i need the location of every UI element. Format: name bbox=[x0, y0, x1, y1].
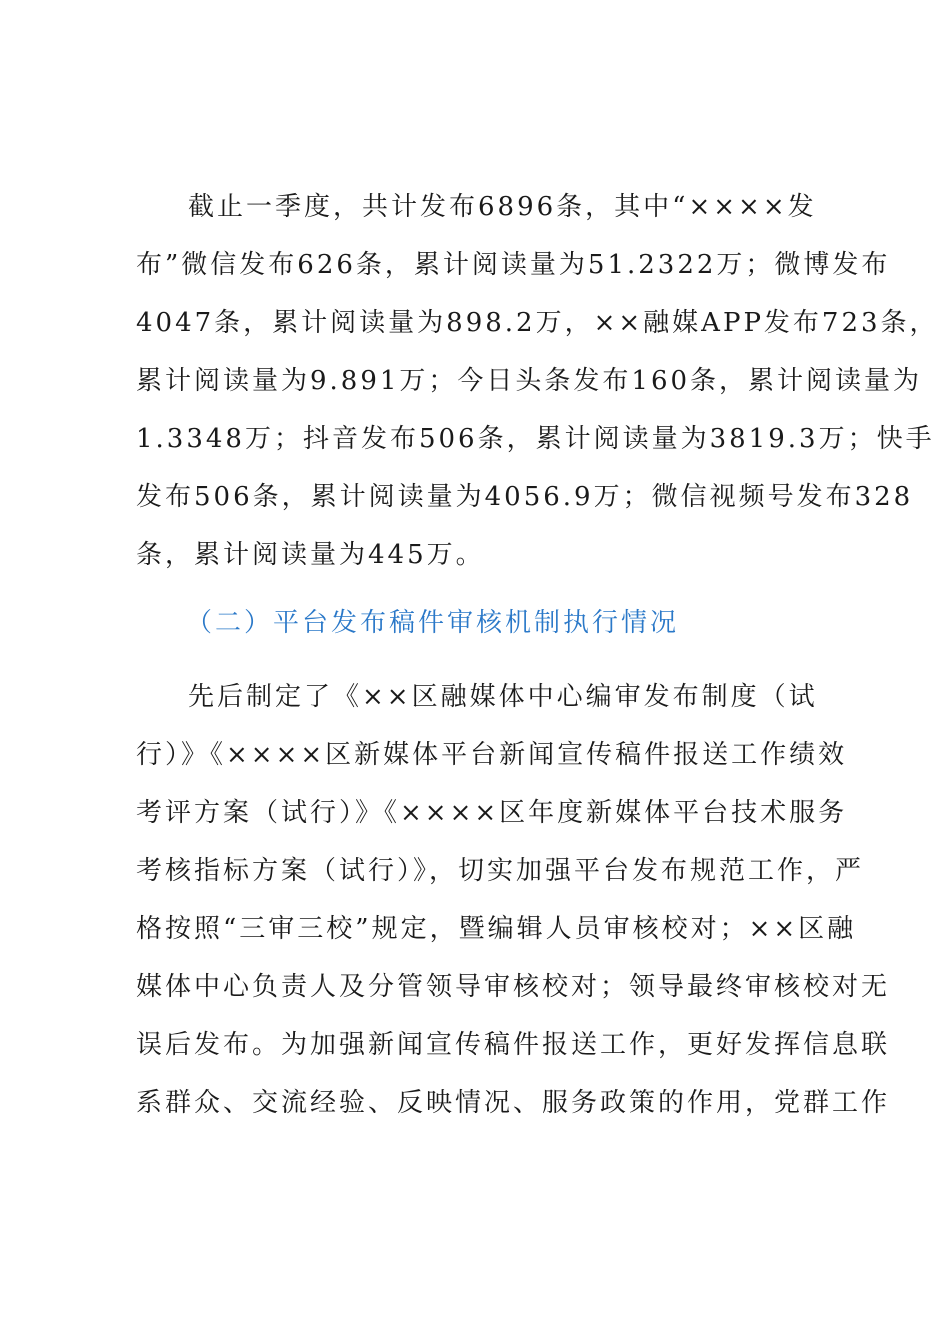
text-line: 布”微信发布626条，累计阅读量为51.2322万；微博发布 bbox=[136, 250, 891, 280]
text-line: 条，累计阅读量为445万。 bbox=[136, 540, 485, 570]
text-line: 系群众、交流经验、反映情况、服务政策的作用，党群工作 bbox=[136, 1088, 891, 1118]
text-line: 考核指标方案（试行）》，切实加强平台发布规范工作，严 bbox=[136, 856, 865, 886]
paragraph-publishing-stats bbox=[136, 178, 939, 584]
paragraph-review-mechanism bbox=[136, 668, 891, 1132]
section-heading: （二）平台发布稿件审核机制执行情况 bbox=[186, 608, 680, 638]
text-line: 先后制定了《××区融媒体中心编审发布制度（试 bbox=[188, 682, 818, 712]
text-line: 格按照“三审三校”规定，暨编辑人员审核校对；××区融 bbox=[136, 914, 857, 944]
text-line: 4047条，累计阅读量为898.2万，××融媒APP发布723条， bbox=[136, 308, 939, 338]
text-line: 1.3348万；抖音发布506条，累计阅读量为3819.3万；快手 bbox=[136, 424, 935, 454]
text-line: 媒体中心负责人及分管领导审核校对；领导最终审核校对无 bbox=[136, 972, 891, 1002]
text-line: 考评方案（试行）》《××××区年度新媒体平台技术服务 bbox=[136, 798, 848, 828]
text-line: 误后发布。为加强新闻宣传稿件报送工作，更好发挥信息联 bbox=[136, 1030, 891, 1060]
text-line: 截止一季度，共计发布6896条，其中“××××发 bbox=[188, 192, 817, 222]
text-line: 行）》《××××区新媒体平台新闻宣传稿件报送工作绩效 bbox=[136, 740, 848, 770]
text-line: 发布506条，累计阅读量为4056.9万；微信视频号发布328 bbox=[136, 482, 914, 512]
text-line: 累计阅读量为9.891万；今日头条发布160条，累计阅读量为 bbox=[136, 366, 923, 396]
